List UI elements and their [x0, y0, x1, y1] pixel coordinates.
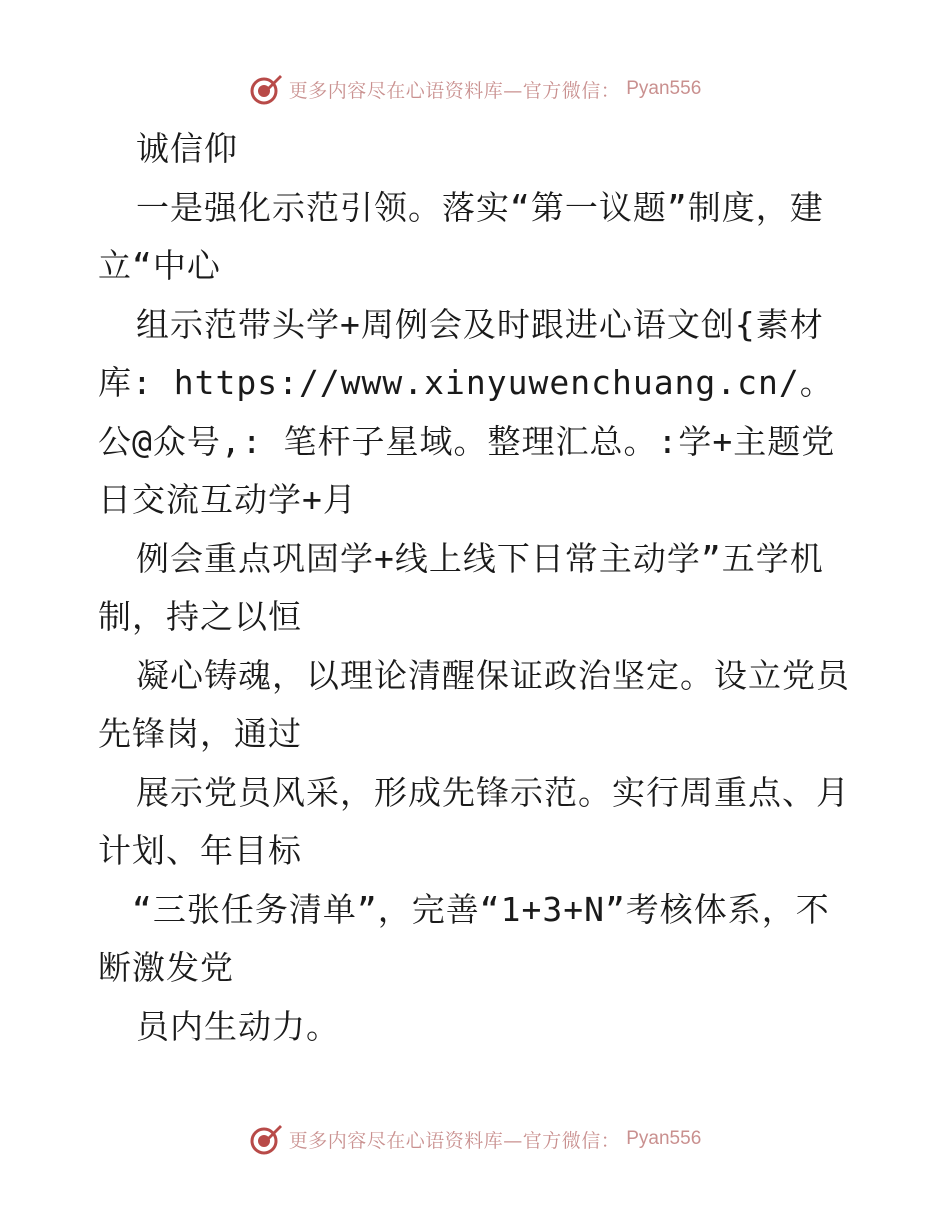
paragraph-line: “三张任务清单”，完善“1+3+N”考核体系，不断激发党: [98, 889, 830, 987]
paragraph-line: 员内生动力。: [136, 1006, 340, 1046]
paragraph-line: 诚信仰: [136, 129, 238, 168]
paragraph-line: 凝心铸魂，以理论清醒保证政治坚定。设立党员先锋岗，通过: [98, 655, 850, 753]
paragraph-line: 例会重点巩固学+线上线下日常主动学”五学机制，持之以恒: [98, 538, 824, 636]
pen-logo-icon: [249, 1122, 283, 1156]
paragraph-line: 组示范带头学+周例会及时跟进心语文创{素材库: https://www.xinyuwenchuang.cn/。公@众号,: 笔杆子星域。整理汇总。:学+主题党日交流互动学+月: [98, 304, 836, 519]
paragraph-line: 一是强化示范引领。落实“第一议题”制度，建立“中心: [98, 187, 824, 285]
footer-watermark: [0, 1122, 950, 1156]
document-body: [98, 120, 858, 1056]
watermark-text: 更多内容尽在心语资料库—官方微信：: [288, 1129, 621, 1152]
watermark-account: Pyan556: [626, 1128, 702, 1149]
watermark-text: 更多内容尽在心语资料库—官方微信：: [288, 79, 621, 102]
paragraph-line: 展示党员风采，形成先锋示范。实行周重点、月计划、年目标: [98, 772, 850, 870]
pen-logo-icon: [249, 72, 283, 106]
header-watermark: [0, 72, 950, 106]
watermark-account: Pyan556: [626, 78, 702, 99]
